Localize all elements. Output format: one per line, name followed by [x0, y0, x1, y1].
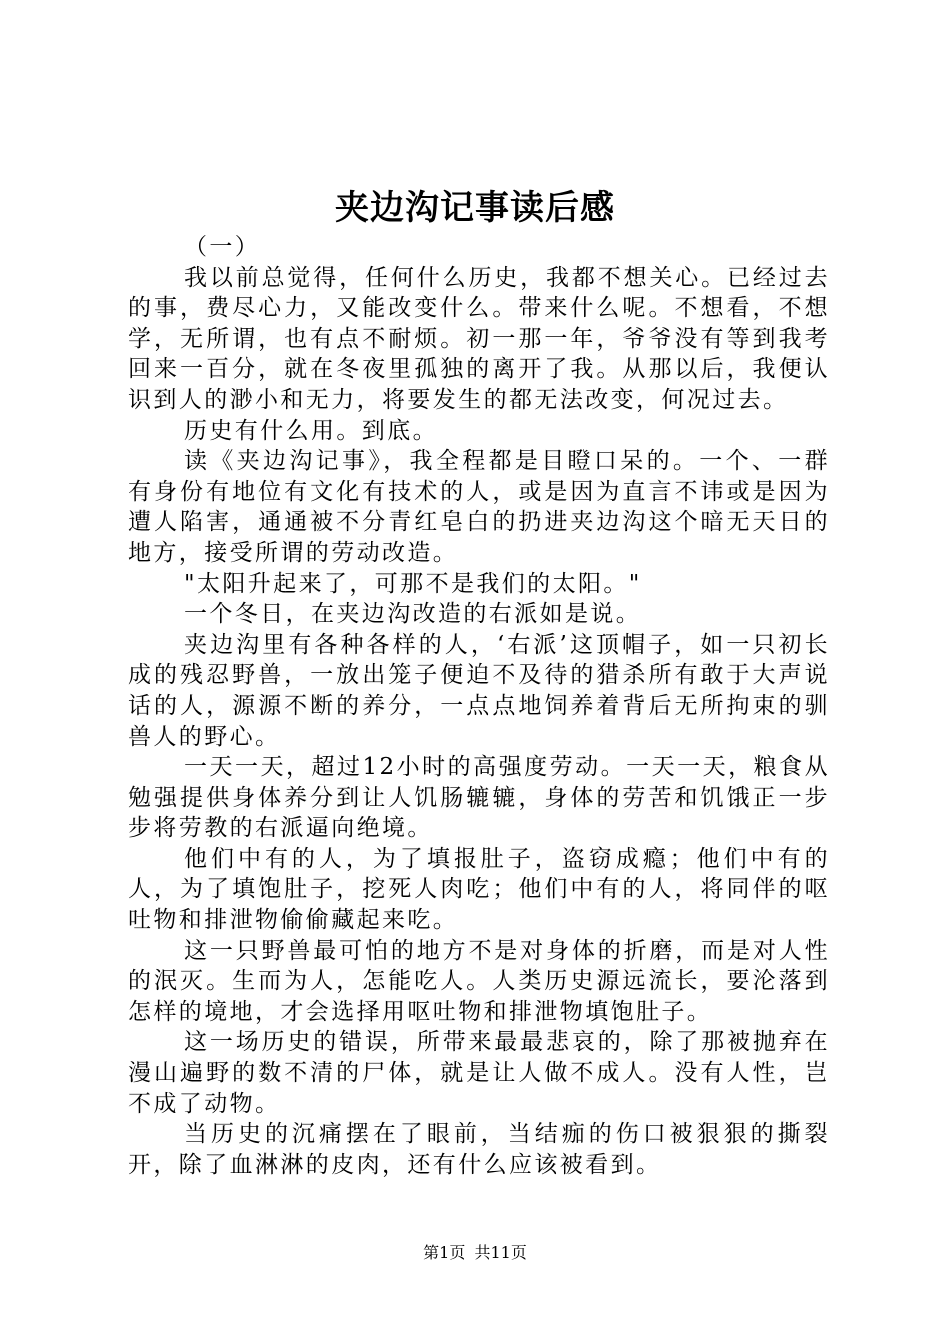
paragraph: 这一只野兽最可怕的地方不是对身体的折磨，而是对人性的泯灭。生而为人，怎能吃人。人类历史源远流长，要沦落到怎样的境地，才会选择用呕吐物和排泄物填饱肚子。 — [128, 937, 830, 1025]
paragraph: 历史有什么用。到底。 — [184, 417, 438, 444]
page-footer — [0, 1242, 950, 1264]
paragraph: 当历史的沉痛摆在了眼前，当结痂的伤口被狠狠的撕裂开，除了血淋淋的皮肉，还有什么应该被看到。 — [128, 1121, 830, 1178]
page-total: 共11页 — [474, 1243, 527, 1262]
paragraph: 一个冬日，在夹边沟改造的右派如是说。 — [184, 601, 642, 628]
paragraph: 一天一天，超过12小时的高强度劳动。一天一天，粮食从勉强提供身体养分到让人饥肠辘辘，身体的劳苦和饥饿正一步步将劳教的右派逼向绝境。 — [128, 754, 830, 842]
document-title: 夹边沟记事读后感 — [335, 188, 615, 228]
page-number: 第1页 — [423, 1243, 466, 1262]
document-body — [128, 232, 830, 1180]
paragraph: 他们中有的人，为了填报肚子，盗窃成瘾；他们中有的人，为了填饱肚子，挖死人肉吃；他们中有的人，将同伴的呕吐物和排泄物偷偷藏起来吃。 — [128, 845, 830, 934]
paragraph: "太阳升起来了，可那不是我们的太阳。" — [184, 570, 642, 597]
paragraph: 读《夹边沟记事》，我全程都是目瞪口呆的。一个、一群有身份有地位有文化有技术的人，或是因为直言不讳或是因为遭人陷害，通通被不分青红皂白的扔进夹边沟这个暗无天日的地方，接受所谓的劳动改造。 — [128, 448, 830, 566]
paragraph: 夹边沟里有各种各样的人，‘右派’这顶帽子，如一只初长成的残忍野兽，一放出笼子便迫不及待的猎杀所有敢于大声说话的人，源源不断的养分，一点点地饲养着背后无所拘束的驯兽人的野心。 — [128, 631, 830, 750]
section-heading: （一） — [184, 234, 261, 260]
paragraph: 我以前总觉得，任何什么历史，我都不想关心。已经过去的事，费尽心力，又能改变什么。带来什么呢。不想看，不想学，无所谓，也有点不耐烦。初一那一年，爷爷没有等到我考回来一百分，就在冬夜里孤独的离开了我。从那以后，我便认识到人的渺小和无力，将要发生的都无法改变，何况过去。 — [128, 264, 830, 413]
paragraph: 这一场历史的错误，所带来最最悲哀的，除了那被抛弃在漫山遍野的数不清的尸体，就是让人做不成人。没有人性，岂不成了动物。 — [128, 1029, 830, 1117]
